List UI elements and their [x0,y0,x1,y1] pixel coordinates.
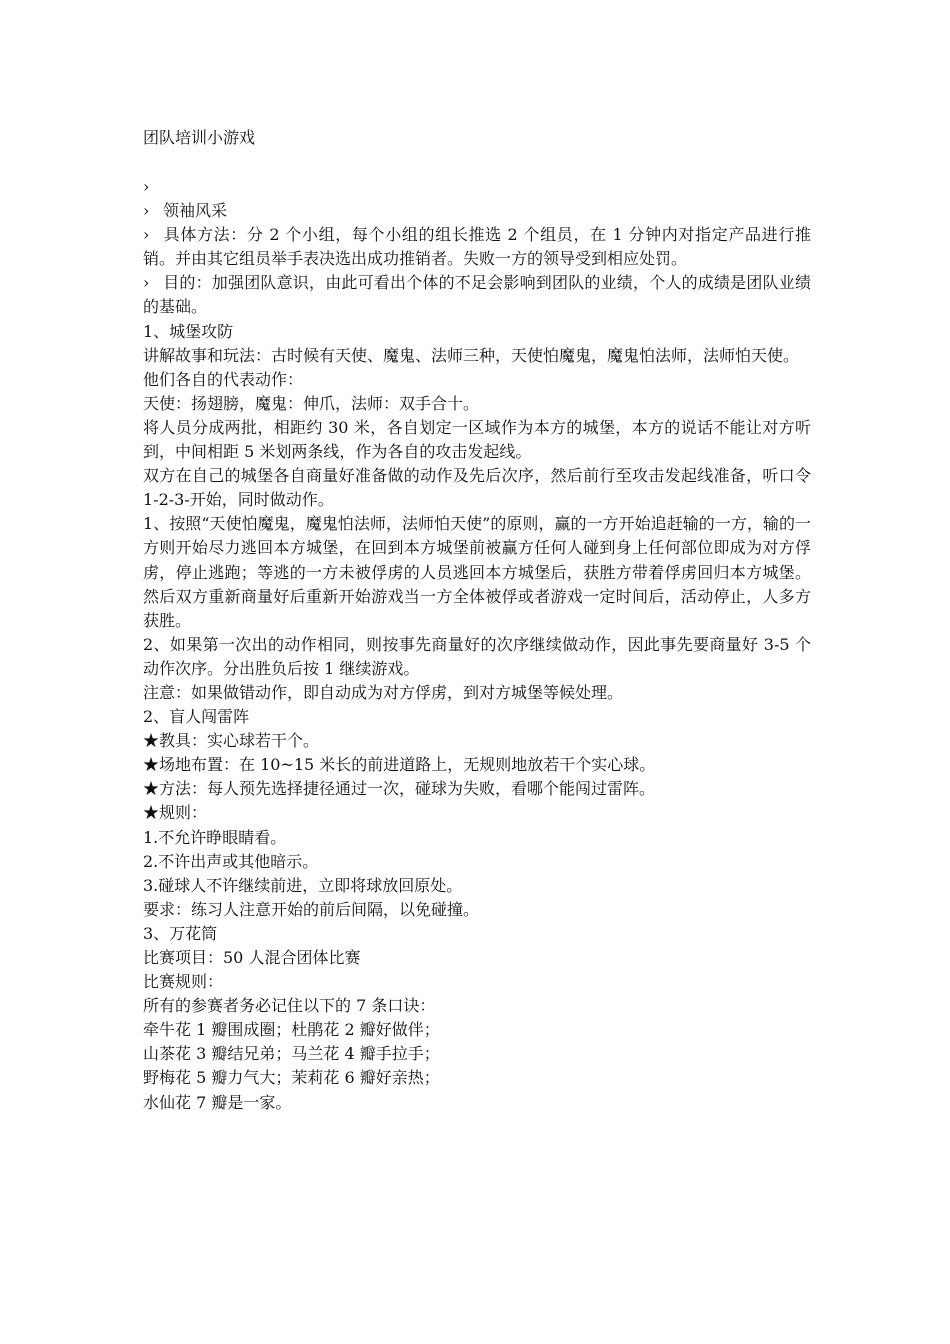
paragraph: 比赛规则： [143,972,224,992]
paragraph: 牵牛花 1 瓣围成圈；杜鹃花 2 瓣好做伴； [143,1020,440,1040]
paragraph: 2、如果第一次出的动作相同，则按事先商量好的次序继续做动作，因此事先要商量好 3-5 个动作次序。分出胜负后按 1 继续游戏。 [143,634,811,678]
paragraph: 讲解故事和玩法：古时候有天使、魔鬼、法师三种，天使怕魔鬼，魔鬼怕法师，法师怕天使。 [143,345,800,365]
paragraph: 天使：扬翅膀，魔鬼：伸爪，法师：双手合十。 [143,393,480,413]
bullet-paragraph: › 具体方法：分 2 个小组，每个小组的组长推选 2 个组员，在 1 分钟内对指定产品进行推销。并由其它组员举手表决选出成功推销者。失败一方的领导受到相应处罚。 [143,223,811,271]
paragraph: 他们各自的代表动作： [143,369,304,389]
paragraph: 山茶花 3 瓣结兄弟；马兰花 4 瓣手拉手； [143,1044,440,1064]
paragraph: 要求：练习人注意开始的前后间隔，以免碰撞。 [143,899,480,919]
paragraph: 水仙花 7 瓣是一家。 [143,1092,292,1112]
paragraph: 所有的参赛者务必记住以下的 7 条口诀： [143,996,436,1016]
paragraph: ★场地布置：在 10~15 米长的前进道路上，无规则地放若干个实心球。 [143,755,656,775]
paragraph: ★规则： [143,803,208,823]
document-body [143,175,811,1115]
paragraph: 1、城堡攻防 [143,321,234,341]
paragraph: ★教具：实心球若干个。 [143,731,320,751]
paragraph: 比赛项目：50 人混合团体比赛 [143,948,361,967]
paragraph: 1、按照“天使怕魔鬼，魔鬼怕法师，法师怕天使”的原则，赢的一方开始追赶输的一方，输的一方则开始尽力逃回本方城堡，在回到本方城堡前被赢方任何人碰到身上任何部位即成为对方俘虏，停止逃跑；等逃的一方未被俘虏的人员逃回本方城堡后，获胜方带着俘虏回归本方城堡。然后双方重新商量好后重新开始游戏当一方全体被俘或者游戏一定时间后，活动停止，人多方获胜。 [143,514,811,630]
paragraph: 2.不许出声或其他暗示。 [143,851,319,871]
paragraph: ★方法：每人预先选择捷径通过一次，碰球为失败，看哪个能闯过雷阵。 [143,779,656,799]
paragraph: 1.不允许睁眼睛看。 [143,827,287,847]
paragraph: 3、万花筒 [143,923,218,943]
paragraph: 3.碰球人不许继续前进，立即将球放回原处。 [143,875,463,895]
paragraph: 双方在自己的城堡各自商量好准备做的动作及先后次序，然后前行至攻击发起线准备，听口令 1-2-3-开始，同时做动作。 [143,466,811,510]
bullet-paragraph: › 领袖风采 [143,199,811,223]
paragraph: 2、盲人闯雷阵 [143,707,250,727]
bullet-paragraph [143,175,811,199]
bullet-paragraph: › 目的：加强团队意识，由此可看出个体的不足会影响到团队的业绩，个人的成绩是团队业绩的基础。 [143,271,811,319]
paragraph: 注意：如果做错动作，即自动成为对方俘虏，到对方城堡等候处理。 [143,682,624,702]
document-title: 团队培训小游戏 [143,128,256,147]
paragraph: 野梅花 5 瓣力气大；茉莉花 6 瓣好亲热； [143,1068,440,1088]
paragraph: 将人员分成两批，相距约 30 米，各自划定一区域作为本方的城堡，本方的说话不能让对方听到，中间相距 5 米划两条线，作为各自的攻击发起线。 [143,417,811,462]
